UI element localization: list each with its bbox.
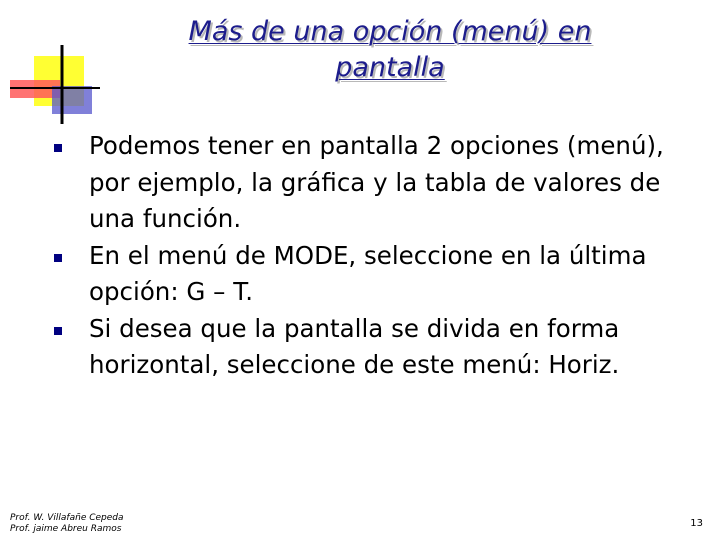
bullet-marker-icon — [54, 327, 62, 335]
bullet-marker-icon — [54, 254, 62, 262]
bullet-item — [52, 311, 720, 384]
footer-line2: Prof. jaime Abreu Ramos — [10, 524, 122, 534]
bullet-text: Podemos tener en pantalla 2 opciones (menú), por ejemplo, la gráfica y la tabla de valores de una función. — [89, 131, 664, 233]
bullet-item — [52, 128, 702, 238]
slide-title-line1: Más de una opción (menú) en — [188, 16, 592, 47]
logo-blue-square — [52, 86, 92, 114]
bullet-item — [52, 238, 689, 311]
bullet-marker-icon — [54, 144, 62, 152]
slide-title-line2: pantalla — [335, 52, 445, 83]
bullet-text: En el menú de MODE, seleccione en la última opción: G – T. — [89, 240, 647, 306]
slide-title — [120, 14, 660, 86]
footer-authors — [10, 513, 124, 535]
bullet-list — [52, 128, 702, 384]
page-number: 13 — [690, 518, 703, 529]
bullet-text: Si desea que la pantalla se divida en forma horizontal, seleccione de este menú: Horiz. — [89, 313, 620, 379]
footer-line1: Prof. W. Villafañe Cepeda — [10, 513, 124, 523]
decorative-logo — [0, 0, 110, 135]
